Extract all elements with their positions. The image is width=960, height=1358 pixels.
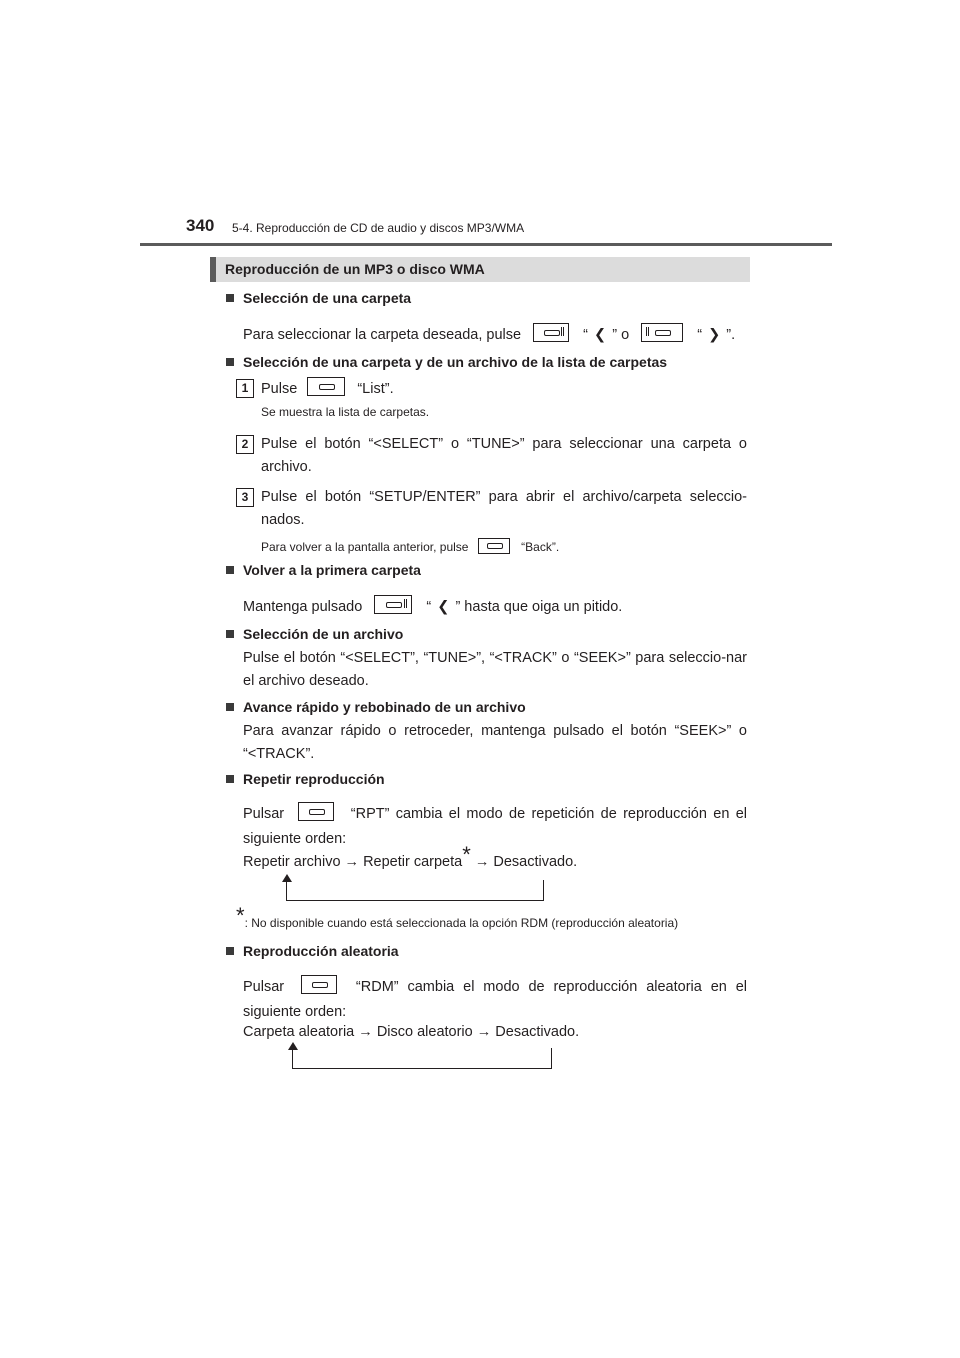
sequence-item: Disco aleatorio: [376, 1024, 473, 1040]
paragraph-text: “RDM” cambia el modo de reproducción aleatoria en el siguiente orden:: [243, 979, 748, 1020]
square-bullet-icon: [226, 294, 234, 302]
random-sequence: [243, 1021, 579, 1044]
repeat-sequence: [243, 842, 578, 874]
rpt-button-icon: [298, 802, 334, 821]
paragraph-first-folder: [243, 595, 622, 619]
heading-text: Reproducción aleatoria: [243, 943, 399, 959]
asterisk-icon: *: [462, 842, 471, 867]
heading-text: Selección de una carpeta: [243, 290, 412, 306]
paragraph-random: [243, 975, 747, 1025]
square-bullet-icon: [226, 566, 234, 574]
random-loop-arrow: [292, 1048, 552, 1069]
heading-text: Selección de una carpeta y de un archivo de la lista de carpetas: [243, 354, 668, 370]
seek-down-button-icon: [533, 323, 569, 342]
chevron-right-icon: ❯: [708, 327, 721, 343]
note-text: Para volver a la pantalla anterior, pulse: [261, 540, 469, 554]
heading-folder-select: [226, 290, 411, 306]
repeat-loop-arrow: [286, 880, 544, 901]
heading-repeat: [226, 771, 385, 787]
arrow-up-icon: [288, 1042, 298, 1050]
sequence-item: Repetir carpeta: [363, 854, 463, 870]
heading-first-folder: [226, 562, 421, 578]
step-text: Pulse: [261, 381, 298, 397]
square-bullet-icon: [226, 947, 234, 955]
paragraph-folder-select: [243, 323, 735, 347]
paragraph-text: Para seleccionar la carpeta deseada, pulse: [243, 327, 522, 343]
section-title: 5-4. Reproducción de CD de audio y discos MP3/WMA: [232, 221, 525, 235]
rdm-button-icon: [301, 975, 337, 994]
heading-text: Volver a la primera carpeta: [243, 562, 421, 578]
heading-ff-rew: [226, 699, 526, 715]
note-text: “Back”.: [521, 540, 560, 554]
sequence-item: Desactivado.: [493, 854, 578, 870]
seek-up-button-icon: [641, 323, 683, 342]
paragraph-text: ” hasta que oiga un pitido.: [455, 599, 623, 615]
quote-open: “: [583, 327, 588, 343]
back-button-icon: [478, 538, 510, 554]
heading-file-select: [226, 626, 403, 642]
step-1-note: Se muestra la lista de carpetas.: [261, 405, 430, 419]
page-number: 340: [186, 216, 215, 235]
quote-open: “: [697, 327, 703, 343]
paragraph-ff-rew: Para avanzar rápido o retroceder, mantenga pulsado el botón “SEEK>” o “<TRACK”.: [243, 723, 747, 762]
step-number-3: 3: [236, 488, 254, 507]
step-1-text: [261, 377, 394, 401]
step-2-text: Pulse el botón “<SELECT” o “TUNE>” para seleccionar una carpeta o archivo.: [261, 436, 747, 475]
paragraph-repeat: [243, 802, 747, 852]
paragraph-text: “RPT” cambia el modo de repetición de reproducción en el siguiente orden:: [243, 806, 747, 847]
list-button-icon: [307, 377, 345, 396]
header-rule: [140, 243, 832, 246]
seek-down-button-icon: [374, 595, 412, 614]
heading-text: Selección de un archivo: [243, 626, 404, 642]
quote-open: “: [426, 599, 432, 615]
heading-folder-list: [226, 354, 667, 370]
quote-close: ”.: [726, 327, 736, 343]
footnote-text: : No disponible cuando está seleccionada la opción RDM (reproducción aleatoria): [244, 916, 679, 930]
sequence-item: Carpeta aleatoria: [243, 1024, 355, 1040]
heading-random: [226, 943, 399, 959]
arrow-right-icon: →: [344, 854, 360, 870]
section-bar-title: Reproducción de un MP3 o disco WMA: [225, 261, 485, 277]
arrow-right-icon: →: [358, 1024, 373, 1040]
sequence-item: Desactivado.: [495, 1024, 580, 1040]
step-number-2: 2: [236, 435, 254, 454]
step-text: “List”.: [357, 381, 394, 397]
square-bullet-icon: [226, 358, 234, 366]
step-3-text: Pulse el botón “SETUP/ENTER” para abrir el archivo/carpeta seleccio-nados.: [261, 489, 747, 528]
step-3-note: [261, 538, 559, 554]
paragraph-text: Pulsar: [243, 806, 285, 822]
arrow-right-icon: →: [474, 854, 490, 870]
arrow-right-icon: →: [476, 1024, 492, 1040]
step-number-1: 1: [236, 379, 254, 398]
square-bullet-icon: [226, 775, 234, 783]
paragraph-file-select: Pulse el botón “<SELECT”, “TUNE>”, “<TRACK” o “SEEK>” para seleccio-nar el archivo deseado.: [243, 650, 747, 689]
heading-text: Repetir reproducción: [243, 771, 385, 787]
paragraph-text: Pulsar: [243, 979, 285, 995]
section-bar: [210, 257, 750, 282]
paragraph-text: Mantenga pulsado: [243, 599, 363, 615]
sequence-item: Repetir archivo: [243, 854, 341, 870]
square-bullet-icon: [226, 703, 234, 711]
section-bar-accent: [210, 257, 216, 282]
arrow-up-icon: [282, 874, 292, 882]
repeat-footnote: [236, 903, 679, 930]
asterisk-icon: *: [236, 903, 245, 928]
chevron-left-icon: ❮: [594, 327, 607, 343]
chevron-left-icon: ❮: [437, 599, 450, 615]
square-bullet-icon: [226, 630, 234, 638]
quote-close-or: ” o: [612, 327, 630, 343]
heading-text: Avance rápido y rebobinado de un archivo: [243, 699, 526, 715]
